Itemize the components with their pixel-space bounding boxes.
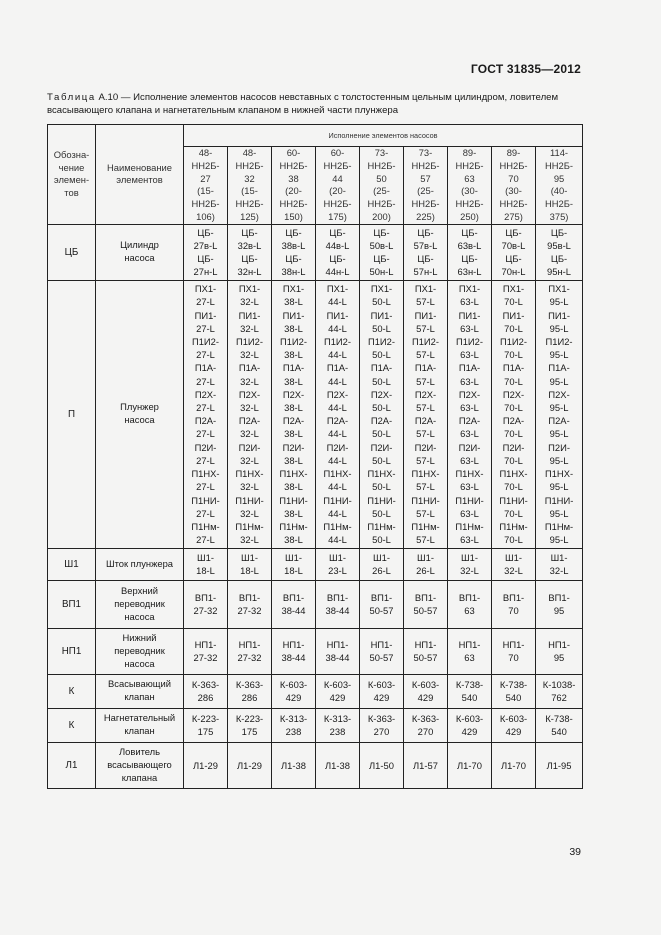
header-pump-group: Исполнение элементов насосов [184,125,583,147]
cell-designation: ЦБ [48,224,96,280]
caption-text: А.10 — Исполнение элементов насосов невставных с толстостенным цельным цилиндром, ловителем всасывающего клапана и нагнетательным клапаном в нижней части плунжера [47,92,559,116]
cell-designation: К [48,708,96,742]
table-row [48,628,583,674]
table-row [48,742,583,788]
cell-value: К-363- 286 [228,674,272,708]
page-number: 39 [569,846,581,858]
cell-value: ВП1- 95 [536,580,583,628]
cell-value: ЦБ- 63в-L ЦБ- 63н-L [448,224,492,280]
cell-value: К-363- 270 [404,708,448,742]
cell-value: К-223- 175 [184,708,228,742]
cell-value: К-363- 270 [360,708,404,742]
cell-value: Л1-70 [448,742,492,788]
table-caption [47,91,587,117]
cell-value: Ш1- 32-L [536,548,583,580]
cell-value: Ш1- 18-L [228,548,272,580]
caption-label: Таблица [47,92,96,103]
cell-value: ПХ1- 63-L ПИ1- 63-L П1И2- 63-L П1А- 63-L П2Х- 63-L П2А- 63-L П2И- 63-L П1НХ- 63-L П1НИ- 63-L П1Нм- 63-L [448,280,492,548]
cell-value: К-363- 286 [184,674,228,708]
header-designation: Обозна- чение элемен- тов [48,125,96,225]
cell-value: К-603- 429 [360,674,404,708]
cell-value: ПХ1- 44-L ПИ1- 44-L П1И2- 44-L П1А- 44-L П2Х- 44-L П2А- 44-L П2И- 44-L П1НХ- 44-L П1НИ- 44-L П1Нм- 44-L [316,280,360,548]
cell-value: Л1-38 [272,742,316,788]
cell-element-name: Верхний переводник насоса [96,580,184,628]
cell-value: Ш1- 18-L [184,548,228,580]
header-pump-5: 73- НН2Б- 50 (25- НН2Б- 200) [360,147,404,225]
cell-value: К-603- 429 [272,674,316,708]
cell-value: К-313- 238 [272,708,316,742]
cell-value: ЦБ- 50в-L ЦБ- 50н-L [360,224,404,280]
cell-value: ВП1- 38-44 [272,580,316,628]
table-row [48,280,583,548]
cell-value: Ш1- 23-L [316,548,360,580]
cell-value: Ш1- 18-L [272,548,316,580]
header-pump-6: 73- НН2Б- 57 (25- НН2Б- 225) [404,147,448,225]
cell-value: К-603- 429 [404,674,448,708]
cell-value: К-738- 540 [492,674,536,708]
cell-element-name: Всасывающий клапан [96,674,184,708]
cell-value: ПХ1- 32-L ПИ1- 32-L П1И2- 32-L П1А- 32-L П2Х- 32-L П2А- 32-L П2И- 32-L П1НХ- 32-L П1НИ- 32-L П1Нм- 32-L [228,280,272,548]
cell-element-name: Шток плунжера [96,548,184,580]
cell-value: ЦБ- 38в-L ЦБ- 38н-L [272,224,316,280]
cell-value: ЦБ- 70в-L ЦБ- 70н-L [492,224,536,280]
cell-value: НП1- 27-32 [228,628,272,674]
cell-value: НП1- 95 [536,628,583,674]
cell-designation: Ш1 [48,548,96,580]
cell-element-name: Плунжер насоса [96,280,184,548]
pump-elements-table [47,124,583,789]
cell-value: НП1- 70 [492,628,536,674]
cell-value: НП1- 27-32 [184,628,228,674]
cell-value: НП1- 50-57 [360,628,404,674]
cell-value: ЦБ- 27в-L ЦБ- 27н-L [184,224,228,280]
cell-value: К-603- 429 [316,674,360,708]
cell-value: НП1- 63 [448,628,492,674]
cell-value: ПХ1- 70-L ПИ1- 70-L П1И2- 70-L П1А- 70-L П2Х- 70-L П2А- 70-L П2И- 70-L П1НХ- 70-L П1НИ- 70-L П1Нм- 70-L [492,280,536,548]
cell-value: ВП1- 63 [448,580,492,628]
header-pump-4: 60- НН2Б- 44 (20- НН2Б- 175) [316,147,360,225]
cell-value: НП1- 50-57 [404,628,448,674]
cell-value: ПХ1- 95-L ПИ1- 95-L П1И2- 95-L П1А- 95-L П2Х- 95-L П2А- 95-L П2И- 95-L П1НХ- 95-L П1НИ- 95-L П1Нм- 95-L [536,280,583,548]
cell-value: НП1- 38-44 [272,628,316,674]
cell-value: Ш1- 26-L [404,548,448,580]
cell-value: ЦБ- 32в-L ЦБ- 32н-L [228,224,272,280]
cell-value: ПХ1- 27-L ПИ1- 27-L П1И2- 27-L П1А- 27-L П2Х- 27-L П2А- 27-L П2И- 27-L П1НХ- 27-L П1НИ- 27-L П1Нм- 27-L [184,280,228,548]
cell-value: ПХ1- 50-L ПИ1- 50-L П1И2- 50-L П1А- 50-L П2Х- 50-L П2А- 50-L П2И- 50-L П1НХ- 50-L П1НИ- 50-L П1Нм- 50-L [360,280,404,548]
cell-value: К-603- 429 [448,708,492,742]
table-row [48,224,583,280]
cell-value: К-223- 175 [228,708,272,742]
cell-value: ЦБ- 44в-L ЦБ- 44н-L [316,224,360,280]
cell-value: Ш1- 32-L [492,548,536,580]
header-pump-1: 48- НН2Б- 27 (15- НН2Б- 106) [184,147,228,225]
cell-value: ЦБ- 57в-L ЦБ- 57н-L [404,224,448,280]
cell-value: К-313- 238 [316,708,360,742]
table-row [48,674,583,708]
cell-value: ВП1- 70 [492,580,536,628]
table-row [48,708,583,742]
cell-value: ЦБ- 95в-L ЦБ- 95н-L [536,224,583,280]
cell-designation: Л1 [48,742,96,788]
cell-designation: К [48,674,96,708]
cell-value: К-603- 429 [492,708,536,742]
cell-value: К-738- 540 [536,708,583,742]
table-row [48,580,583,628]
cell-value: ВП1- 50-57 [404,580,448,628]
cell-value: Л1-95 [536,742,583,788]
cell-value: Л1-29 [228,742,272,788]
header-pump-3: 60- НН2Б- 38 (20- НН2Б- 150) [272,147,316,225]
cell-value: ВП1- 50-57 [360,580,404,628]
table-row [48,548,583,580]
cell-element-name: Ловитель всасывающего клапана [96,742,184,788]
cell-value: Л1-29 [184,742,228,788]
cell-value: Л1-70 [492,742,536,788]
cell-value: ПХ1- 57-L ПИ1- 57-L П1И2- 57-L П1А- 57-L П2Х- 57-L П2А- 57-L П2И- 57-L П1НХ- 57-L П1НИ- 57-L П1Нм- 57-L [404,280,448,548]
cell-value: К-738- 540 [448,674,492,708]
cell-value: Л1-50 [360,742,404,788]
standard-code: ГОСТ 31835—2012 [470,62,581,76]
cell-value: Ш1- 26-L [360,548,404,580]
cell-designation: П [48,280,96,548]
cell-value: Л1-57 [404,742,448,788]
cell-designation: ВП1 [48,580,96,628]
header-pump-9: 114- НН2Б- 95 (40- НН2Б- 375) [536,147,583,225]
header-pump-8: 89- НН2Б- 70 (30- НН2Б- 275) [492,147,536,225]
cell-element-name: Цилиндр насоса [96,224,184,280]
cell-value: ПХ1- 38-L ПИ1- 38-L П1И2- 38-L П1А- 38-L П2Х- 38-L П2А- 38-L П2И- 38-L П1НХ- 38-L П1НИ- 38-L П1Нм- 38-L [272,280,316,548]
header-pump-2: 48- НН2Б- 32 (15- НН2Б- 125) [228,147,272,225]
cell-value: Л1-38 [316,742,360,788]
cell-element-name: Нижний переводник насоса [96,628,184,674]
header-pump-7: 89- НН2Б- 63 (30- НН2Б- 250) [448,147,492,225]
cell-element-name: Нагнетательный клапан [96,708,184,742]
header-name: Наименование элементов [96,125,184,225]
cell-value: ВП1- 27-32 [228,580,272,628]
cell-value: Ш1- 32-L [448,548,492,580]
cell-value: К-1038- 762 [536,674,583,708]
cell-value: ВП1- 38-44 [316,580,360,628]
cell-value: НП1- 38-44 [316,628,360,674]
cell-designation: НП1 [48,628,96,674]
cell-value: ВП1- 27-32 [184,580,228,628]
